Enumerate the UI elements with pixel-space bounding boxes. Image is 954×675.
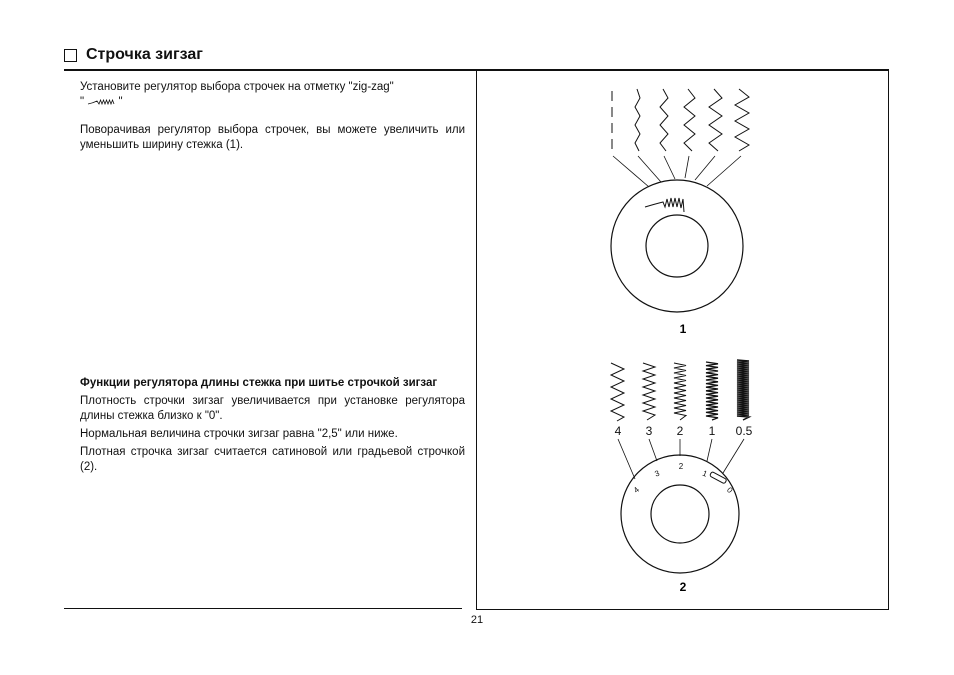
- zigzag-width-1: [635, 89, 640, 151]
- width-paragraph: Поворачивая регулятор выбора строчек, вы можете увеличить или уменьшить ширину стежка (1).: [80, 124, 465, 151]
- section-heading: Функции регулятора длины стежка при шитье строчкой зигзаг: [80, 377, 438, 389]
- width-leader-lines: [613, 156, 741, 187]
- density-4: [611, 363, 624, 421]
- zigzag-symbol-icon: [87, 98, 115, 106]
- intro-block: [80, 80, 465, 110]
- checkbox-icon: [64, 49, 77, 62]
- zigzag-width-4: [709, 89, 722, 151]
- figure-2-label: 2: [679, 580, 687, 594]
- length-section: [80, 376, 465, 475]
- length-label-2: 2: [676, 424, 684, 438]
- normal-paragraph: Нормальная величина строчки зигзаг равна "2,5" или ниже.: [80, 428, 398, 440]
- dial-label-4: 4: [631, 485, 641, 495]
- dial-label-2: 2: [678, 462, 684, 471]
- zigzag-width-2: [660, 89, 668, 151]
- page-title: Строчка зигзаг: [86, 46, 203, 63]
- figure-box: [476, 70, 889, 610]
- dial-label-1: 1: [701, 468, 709, 479]
- bottom-divider: [64, 608, 462, 609]
- density-2: [674, 363, 686, 420]
- width-samples: [612, 89, 749, 151]
- density-samples: [611, 360, 749, 421]
- dial-label-0: 0: [725, 485, 735, 495]
- open-quote: ": [80, 96, 85, 108]
- density-0-5: [737, 360, 749, 420]
- length-label-0-5: 0.5: [735, 424, 753, 438]
- page-number: 21: [470, 614, 484, 626]
- dial-labels: [632, 462, 735, 495]
- density-paragraph: Плотность строчки зигзаг увеличивается при установке регулятора длины стежка близко к "0".: [80, 395, 465, 422]
- paragraph-width: [80, 123, 465, 153]
- satin-paragraph: Плотная строчка зигзаг считается сатиновой или градьевой строчкой (2).: [80, 446, 465, 473]
- intro-line2: [80, 95, 465, 110]
- width-dial: [611, 180, 743, 312]
- page-title-row: [64, 46, 203, 64]
- figure-1-label: 1: [679, 322, 687, 336]
- length-label-3: 3: [645, 424, 653, 438]
- density-3: [643, 363, 655, 420]
- length-dial: [621, 455, 739, 573]
- length-label-1: 1: [708, 424, 716, 438]
- figure-illustration: [477, 71, 888, 609]
- close-quote: ": [118, 96, 123, 108]
- satin-range-mark: [710, 471, 727, 483]
- intro-line1: Установите регулятор выбора строчек на отметку "zig-zag": [80, 81, 394, 93]
- length-label-4: 4: [614, 424, 622, 438]
- density-1: [706, 362, 718, 420]
- length-labels: [615, 424, 753, 438]
- dial-zigzag-mark-icon: [645, 198, 684, 212]
- dial-label-3: 3: [653, 468, 661, 479]
- zigzag-width-5: [735, 89, 749, 151]
- zigzag-width-3: [684, 89, 695, 151]
